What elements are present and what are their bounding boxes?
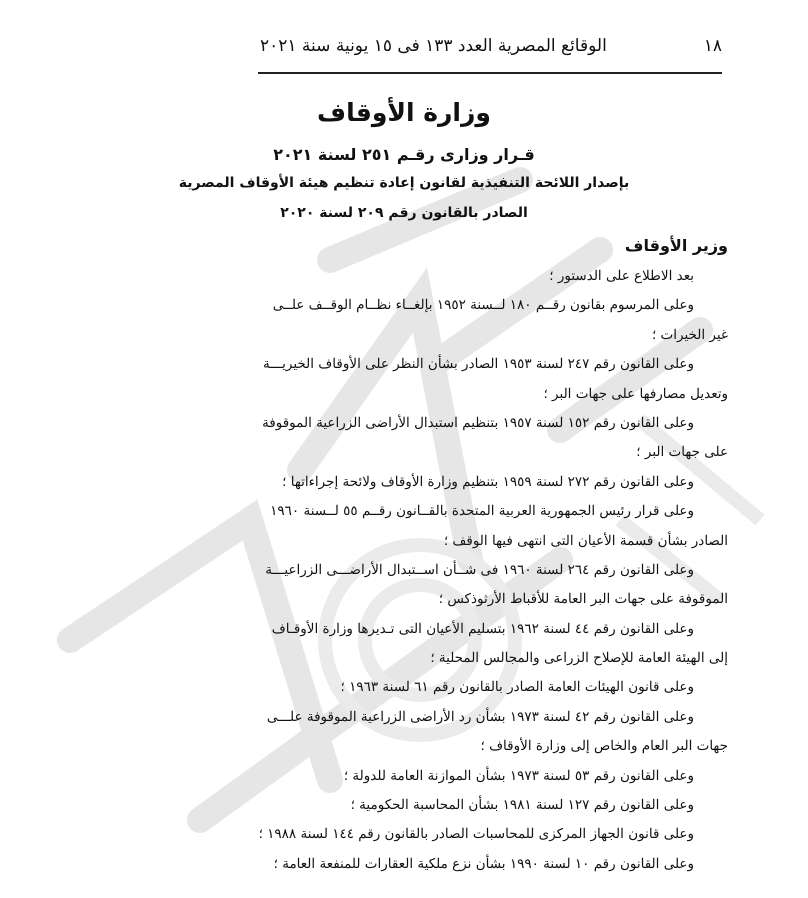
header-text: الوقائع المصرية العدد ١٣٣ فى ١٥ يونية سنة ٢٠٢١ xyxy=(260,36,607,56)
text-line: جهات البر العام والخاص إلى وزارة الأوقاف ؛ xyxy=(480,738,728,755)
header-rule xyxy=(258,72,722,74)
text-line: وعلى قانون الهيئات العامة الصادر بالقانون رقم ٦١ لسنة ١٩٦٣ ؛ xyxy=(340,679,694,696)
text-line: وعلى القانون رقم ٢٦٤ لسنة ١٩٦٠ فى شــأن اســتبدال الأراضـــى الزراعيـــة xyxy=(265,561,694,578)
text-line: وعلى القانون رقم ١٥٢ لسنة ١٩٥٧ بتنظيم استبدال الأراضى الزراعية الموقوفة xyxy=(262,414,694,431)
text-line: وعلى القانون رقم ١٢٧ لسنة ١٩٨١ بشأن المحاسبة الحكومية ؛ xyxy=(350,797,694,814)
text-line: وعلى القانون رقم ٥٣ لسنة ١٩٧٣ بشأن الموازنة العامة للدولة ؛ xyxy=(343,767,694,784)
minister-heading: وزير الأوقاف xyxy=(624,236,728,255)
text-line: الصادر بشأن قسمة الأعيان التى انتهى فيها الوقف ؛ xyxy=(443,532,728,549)
text-line: وتعديل مصارفها على جهات البر ؛ xyxy=(543,385,728,402)
text-line: الموقوفة على جهات البر العامة للأقباط الأرثوذكس ؛ xyxy=(438,591,728,608)
text-line: وعلى قانون الجهاز المركزى للمحاسبات الصادر بالقانون رقم ١٤٤ لسنة ١٩٨٨ ؛ xyxy=(258,826,694,843)
page-number: ١٨ xyxy=(703,36,722,56)
text-line: غير الخيرات ؛ xyxy=(651,326,728,343)
text-line: وعلى القانون رقم ٢٧٢ لسنة ١٩٥٩ بتنظيم وزارة الأوقاف ولائحة إجراءاتها ؛ xyxy=(282,473,694,490)
text-line: وعلى القانون رقم ٤٢ لسنة ١٩٧٣ بشأن رد الأراضى الزراعية الموقوفة علـــى xyxy=(266,708,694,725)
decree-title: قـرار وزارى رقـم ٢٥١ لسنة ٢٠٢١ xyxy=(273,145,535,164)
decree-subtitle-1: بإصدار اللائحة التنفيذية لقانون إعادة تنظيم هيئة الأوقاف المصرية xyxy=(178,175,630,191)
decree-body xyxy=(68,262,728,879)
text-line: وعلى القانون رقم ١٠ لسنة ١٩٩٠ بشأن نزع ملكية العقارات للمنفعة العامة ؛ xyxy=(273,855,694,872)
ministry-title: وزارة الأوقاف xyxy=(317,98,491,127)
page-header xyxy=(260,36,722,60)
text-line: وعلى قرار رئيس الجمهورية العربية المتحدة بالقــانون رقــم ٥٥ لــسنة ١٩٦٠ xyxy=(270,503,694,520)
text-line: على جهات البر ؛ xyxy=(636,444,728,461)
text-line: إلى الهيئة العامة للإصلاح الزراعى والمجالس المحلية ؛ xyxy=(430,650,728,667)
text-line: بعد الاطلاع على الدستور ؛ xyxy=(549,268,694,284)
text-line: وعلى القانون رقم ٢٤٧ لسنة ١٩٥٣ الصادر بشأن النظر على الأوقاف الخيريـــة xyxy=(263,356,694,373)
text-line: وعلى المرسوم بقانون رقــم ١٨٠ لــسنة ١٩٥٢ بإلغــاء نظــام الوقــف علــى xyxy=(272,297,694,314)
decree-subtitle-2: الصادر بالقانون رقم ٢٠٩ لسنة ٢٠٢٠ xyxy=(280,205,528,221)
text-line: وعلى القانون رقم ٤٤ لسنة ١٩٦٢ بتسليم الأعيان التى تـديرها وزارة الأوقـاف xyxy=(271,620,694,637)
